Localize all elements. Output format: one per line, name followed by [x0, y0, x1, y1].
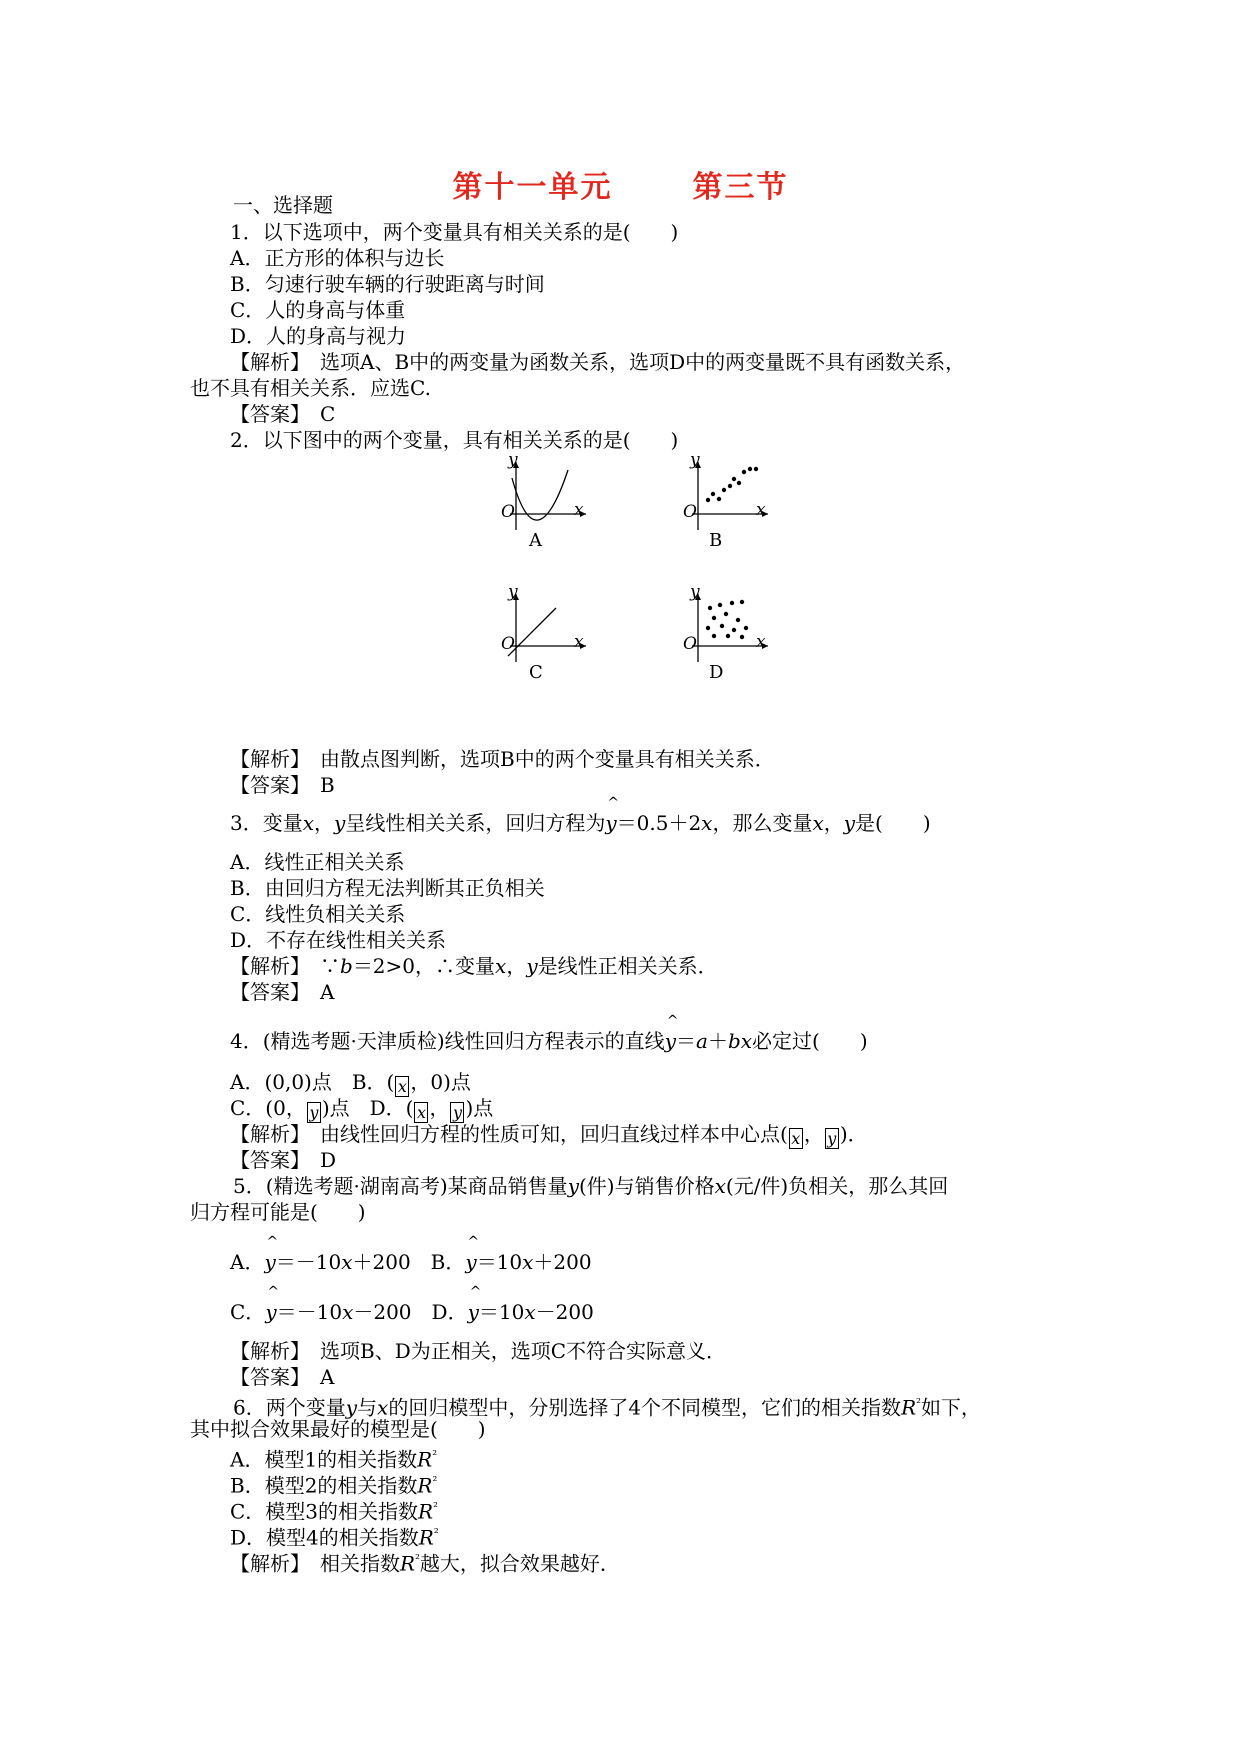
graph-d-label: D: [709, 662, 724, 683]
y-hat: ^ y: [605, 810, 616, 836]
y-bar-box: y: [450, 1102, 464, 1123]
graph-b-label: B: [709, 530, 723, 551]
q5-stem-cont: 归方程可能是( ): [190, 1200, 366, 1224]
graph-c-origin: O: [501, 634, 515, 654]
graph-a-label: A: [529, 530, 542, 551]
section-title: 第三节: [692, 170, 789, 205]
graph-d-y: y: [690, 582, 700, 602]
q6-option-a: A．模型1的相关指数$R^{^2}$: [230, 1447, 438, 1472]
graph-a-y: y: [508, 450, 518, 470]
q4-stem: 4．(精选考题·天津质检)线性回归方程表示的直线^ y＝a＋bx必定过( ): [230, 1028, 868, 1054]
q6-option-c: C．模型3的相关指数$R^{^2}$: [230, 1499, 438, 1524]
q5-answer: 【答案】 A: [230, 1365, 335, 1389]
q2-analysis: 【解析】 由散点图判断，选项B中的两个变量具有相关关系．: [230, 747, 775, 771]
q1-option-d: D．人的身高与视力: [230, 324, 407, 348]
q3-stem: 3．变量x，y呈线性相关关系，回归方程为^ y＝0.5＋2x，那么变量x，y是( ): [230, 810, 931, 836]
q1-analysis: 【解析】 选项A、B中的两变量为函数关系，选项D中的两变量既不具有函数关系，: [230, 350, 966, 374]
page-title: [0, 162, 1241, 206]
q6-option-b: B．模型2的相关指数$R^{^2}$: [230, 1473, 438, 1498]
graph-d-x: x: [756, 632, 766, 652]
x-bar-box: x: [789, 1128, 803, 1149]
q1-analysis-cont: 也不具有相关关系．应选C.: [190, 376, 431, 400]
q3-option-a: A．线性正相关关系: [230, 850, 405, 874]
q5-options-cd: C．^ y＝－10x－200 D．^ y＝10x－200: [230, 1299, 594, 1325]
unit-title: 第十一单元: [452, 170, 613, 205]
graph-b-y: y: [690, 450, 700, 470]
q6-stem-cont: 其中拟合效果最好的模型是( ): [190, 1417, 486, 1441]
q5-stem: 5．(精选考题·湖南高考)某商品销售量y(件)与销售价格x(元/件)负相关，那么其回: [233, 1174, 949, 1198]
q4-options-cd: C．(0， y )点 D．( x ， y )点: [230, 1096, 494, 1122]
q3-option-c: C．线性负相关关系: [230, 902, 406, 926]
q4-answer: 【答案】 D: [230, 1148, 337, 1172]
q3-answer: 【答案】 A: [230, 980, 335, 1004]
q4-analysis: 【解析】 由线性回归方程的性质可知，回归直线过样本中心点( x ， y )．: [230, 1122, 868, 1148]
y-bar-box: y: [307, 1102, 321, 1123]
section-heading: 一、选择题: [233, 193, 333, 217]
graph-b-origin: O: [683, 502, 697, 522]
graph-c-label: C: [529, 662, 543, 683]
q6-stem: 6．两个变量y与x的回归模型中，分别选择了4个不同模型，它们的相关指数$R^{^2}$如下，: [233, 1395, 981, 1420]
graph-a-x: x: [574, 500, 584, 520]
graph-b-x: x: [756, 500, 766, 520]
graph-c-x: x: [574, 632, 584, 652]
q3-option-d: D．不存在线性相关关系: [230, 928, 447, 952]
q1-answer: 【答案】 C: [230, 402, 336, 426]
q3-analysis: 【解析】 ∵b＝2>0，∴变量x，y是线性正相关关系．: [230, 954, 718, 978]
q4-options-ab: A．(0,0)点 B．( x ，0)点: [230, 1070, 471, 1096]
q1-stem: 1．以下选项中，两个变量具有相关关系的是( ): [230, 220, 679, 244]
graph-a-origin: O: [501, 502, 515, 522]
q5-analysis: 【解析】 选项B、D为正相关，选项C不符合实际意义．: [230, 1339, 727, 1363]
x-bar-box: x: [395, 1076, 409, 1097]
y-bar-box: y: [825, 1128, 839, 1149]
q1-option-b: B．匀速行驶车辆的行驶距离与时间: [230, 272, 545, 296]
q1-option-c: C．人的身高与体重: [230, 298, 406, 322]
q6-analysis: 【解析】 相关指数$R^{^2}$越大，拟合效果越好．: [230, 1551, 620, 1576]
q5-options-ab: A．^ y＝－10x＋200 B．^ y＝10x＋200: [230, 1249, 592, 1275]
graph-d-origin: O: [683, 634, 697, 654]
q6-option-d: D．模型4的相关指数$R^{^2}$: [230, 1525, 439, 1550]
q3-option-b: B．由回归方程无法判断其正负相关: [230, 876, 545, 900]
q1-option-a: A．正方形的体积与边长: [230, 246, 445, 270]
q2-answer: 【答案】 B: [230, 773, 335, 797]
q2-stem: 2．以下图中的两个变量，具有相关关系的是( ): [230, 428, 679, 452]
x-bar-box: x: [414, 1102, 428, 1123]
graph-c-y: y: [508, 582, 518, 602]
